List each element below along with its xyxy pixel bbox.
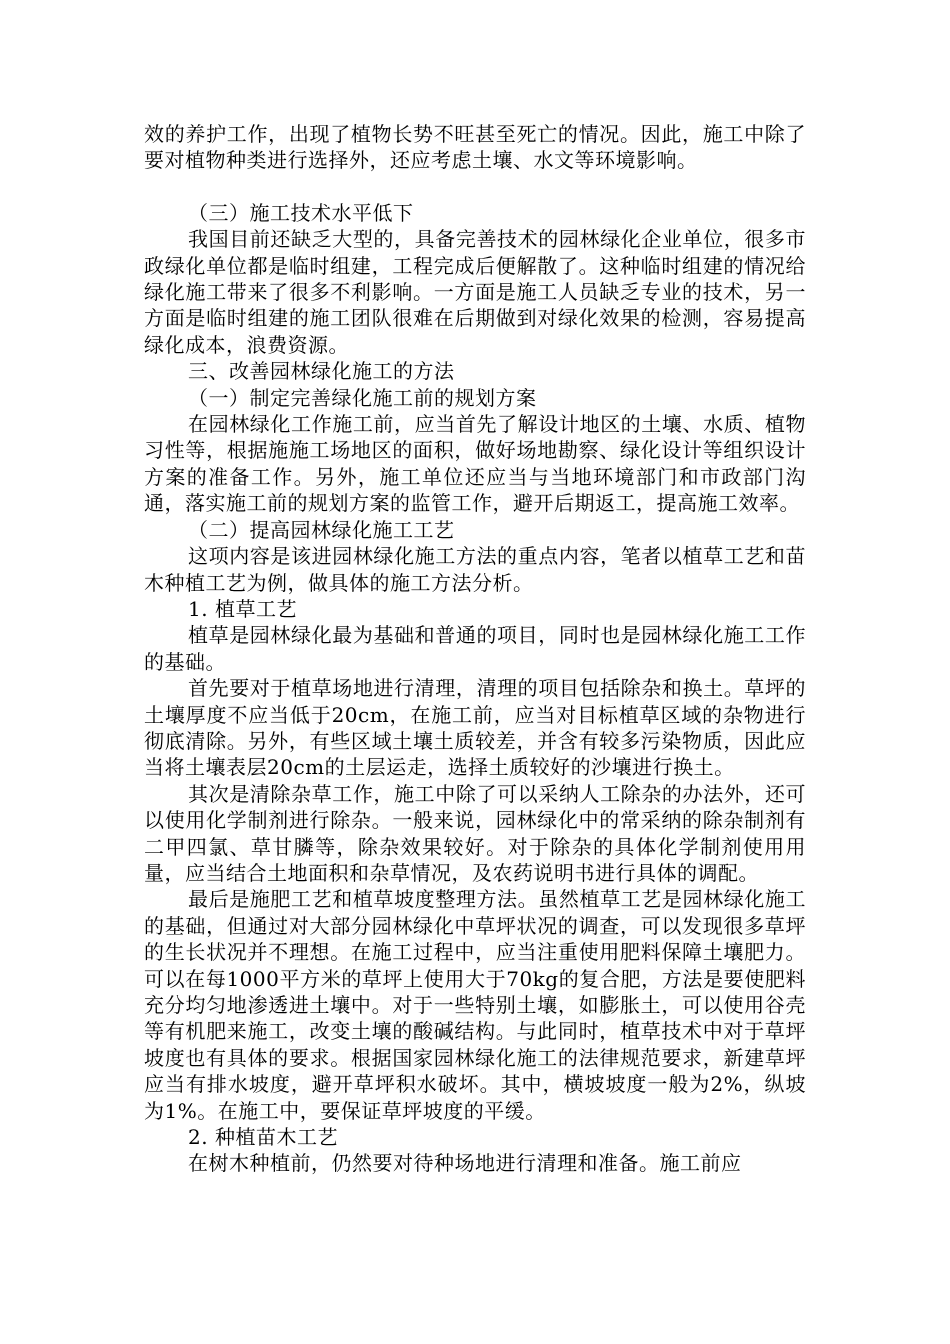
paragraph: 植草是园林绿化最为基础和普通的项目，同时也是园林绿化施工工作的基础。 xyxy=(144,623,806,674)
paragraph: 最后是施肥工艺和植草坡度整理方法。虽然植草工艺是园林绿化施工的基础，但通过对大部分园林绿化中草坪状况的调查，可以发现很多草坪的生长状况并不理想。在施工过程中，应当注重使用肥料保障土壤肥力。可以在每1000平方米的草坪上使用大于70kg的复合肥，方法是要使肥料充分均匀地渗透进土壤中。对于一些特别土壤，如膨胀土，可以使用谷壳等有机肥来施工，改变土壤的酸碱结构。与此同时，植草技术中对于草坪坡度也有具体的要求。根据国家园林绿化施工的法律规范要求，新建草坪应当有排水坡度，避开草坪积水破坏。其中，横坡坡度一般为2%，纵坡为1%。在施工中，要保证草坪坡度的平缓。 xyxy=(144,887,806,1123)
document-body xyxy=(144,121,806,1177)
numbered-heading-grass: 1. 植草工艺 xyxy=(188,596,297,621)
paragraph: 在树木种植前，仍然要对待种场地进行清理和准备。施工前应 xyxy=(188,1151,742,1176)
paragraph: 这项内容是该进园林绿化施工方法的重点内容，笔者以植草工艺和苗木种植工艺为例，做具体的施工方法分析。 xyxy=(144,544,806,595)
subheading-construction-skill: （三）施工技术水平低下 xyxy=(188,200,414,225)
subheading-improve-craft: （二）提高园林绿化施工工艺 xyxy=(188,517,455,542)
numbered-heading-seedlings: 2. 种植苗木工艺 xyxy=(188,1125,338,1150)
subheading-planning: （一）制定完善绿化施工前的规划方案 xyxy=(188,385,537,410)
paragraph: 其次是清除杂草工作，施工中除了可以采纳人工除杂的办法外，还可以使用化学制剂进行除杂。一般来说，园林绿化中的常采纳的除杂制剂有二甲四氯、草甘膦等，除杂效果较好。对于除杂的具体化学制剂使用用量，应当结合土地面积和杂草情况，及农药说明书进行具体的调配。 xyxy=(144,781,806,885)
section-heading-improve-methods: 三、改善园林绿化施工的方法 xyxy=(188,359,455,384)
paragraph: 我国目前还缺乏大型的，具备完善技术的园林绿化企业单位，很多市政绿化单位都是临时组建，工程完成后便解散了。这种临时组建的情况给绿化施工带来了很多不利影响。一方面是施工人员缺乏专业的技术，另一方面是临时组建的施工团队很难在后期做到对绿化效果的检测，容易提高绿化成本，浪费资源。 xyxy=(144,227,806,357)
paragraph: 在园林绿化工作施工前，应当首先了解设计地区的土壤、水质、植物习性等，根据施施工场地区的面积，做好场地勘察、绿化设计等组织设计方案的准备工作。另外，施工单位还应当与当地环境部门和市政部门沟通，落实施工前的规划方案的监管工作，避开后期返工，提高施工效率。 xyxy=(144,412,806,516)
paragraph-continuation: 效的养护工作，出现了植物长势不旺甚至死亡的情况。因此，施工中除了要对植物种类进行选择外，还应考虑土壤、水文等环境影响。 xyxy=(144,122,806,173)
paragraph: 首先要对于植草场地进行清理，清理的项目包括除杂和换土。草坪的土壤厚度不应当低于20cm，在施工前，应当对目标植草区域的杂物进行彻底清除。另外，有些区域土壤土质较差，并含有较多污染物质，因此应当将土壤表层20cm的土层运走，选择土质较好的沙壤进行换土。 xyxy=(144,676,806,780)
